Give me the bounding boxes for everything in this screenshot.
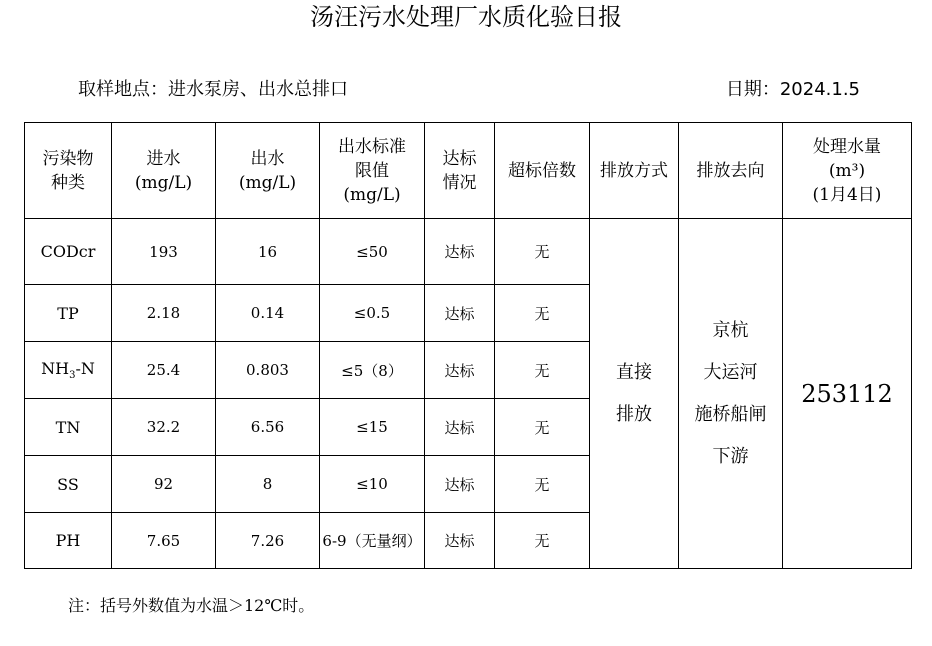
header-discharge-dest: 排放去向 <box>679 123 783 219</box>
compliance-cell: 达标 <box>425 219 495 285</box>
inflow-cell: 7.65 <box>112 513 216 569</box>
water-quality-table <box>24 122 912 569</box>
header-limit: 出水标准 限值 (mg/L) <box>320 123 425 219</box>
header-compliance: 达标 情况 <box>425 123 495 219</box>
limit-cell: ≤5（8） <box>320 342 425 399</box>
discharge-method-cell: 直接 排放 <box>590 219 679 569</box>
outflow-cell: 0.14 <box>216 285 320 342</box>
exceed-cell: 无 <box>495 399 590 456</box>
compliance-cell: 达标 <box>425 513 495 569</box>
limit-cell: ≤0.5 <box>320 285 425 342</box>
pollutant-cell: SS <box>25 456 112 513</box>
inflow-cell: 32.2 <box>112 399 216 456</box>
header-exceed: 超标倍数 <box>495 123 590 219</box>
compliance-cell: 达标 <box>425 285 495 342</box>
limit-cell: ≤15 <box>320 399 425 456</box>
discharge-dest-cell: 京杭 大运河 施桥船闸 下游 <box>679 219 783 569</box>
sampling-location-value: 进水泵房、出水总排口 <box>168 79 348 100</box>
header-inflow: 进水 (mg/L) <box>112 123 216 219</box>
outflow-cell: 8 <box>216 456 320 513</box>
compliance-cell: 达标 <box>425 456 495 513</box>
table-row <box>25 219 912 285</box>
volume-cell: 253112 <box>783 219 912 569</box>
pollutant-cell: PH <box>25 513 112 569</box>
inflow-cell: 92 <box>112 456 216 513</box>
report-date-label: 日期： <box>725 79 780 100</box>
footnote: 注：括号外数值为水温＞12℃时。 <box>68 596 315 615</box>
inflow-cell: 2.18 <box>112 285 216 342</box>
report-date <box>726 78 860 102</box>
compliance-cell: 达标 <box>425 342 495 399</box>
limit-cell: ≤50 <box>320 219 425 285</box>
pollutant-cell: CODcr <box>25 219 112 285</box>
pollutant-cell: $NH_3-N$ <box>25 342 112 399</box>
header-discharge-method: 排放方式 <box>590 123 679 219</box>
outflow-cell: 0.803 <box>216 342 320 399</box>
compliance-cell: 达标 <box>425 399 495 456</box>
sampling-location-label: 取样地点： <box>78 79 168 100</box>
header-outflow: 出水 (mg/L) <box>216 123 320 219</box>
pollutant-cell: TN <box>25 399 112 456</box>
header-volume: 处理水量 (m³) (1月4日) <box>783 123 912 219</box>
sampling-location <box>78 78 348 102</box>
inflow-cell: 193 <box>112 219 216 285</box>
report-date-value: 2024.1.5 <box>779 79 860 100</box>
pollutant-cell: TP <box>25 285 112 342</box>
outflow-cell: 7.26 <box>216 513 320 569</box>
inflow-cell: 25.4 <box>112 342 216 399</box>
exceed-cell: 无 <box>495 456 590 513</box>
exceed-cell: 无 <box>495 285 590 342</box>
header-pollutant: 污染物 种类 <box>25 123 112 219</box>
outflow-cell: 16 <box>216 219 320 285</box>
exceed-cell: 无 <box>495 342 590 399</box>
exceed-cell: 无 <box>495 513 590 569</box>
limit-cell: ≤10 <box>320 456 425 513</box>
limit-cell: 6-9（无量纲） <box>320 513 425 569</box>
report-title: 汤汪污水处理厂水质化验日报 <box>310 3 622 31</box>
header-row <box>25 123 912 219</box>
exceed-cell: 无 <box>495 219 590 285</box>
outflow-cell: 6.56 <box>216 399 320 456</box>
